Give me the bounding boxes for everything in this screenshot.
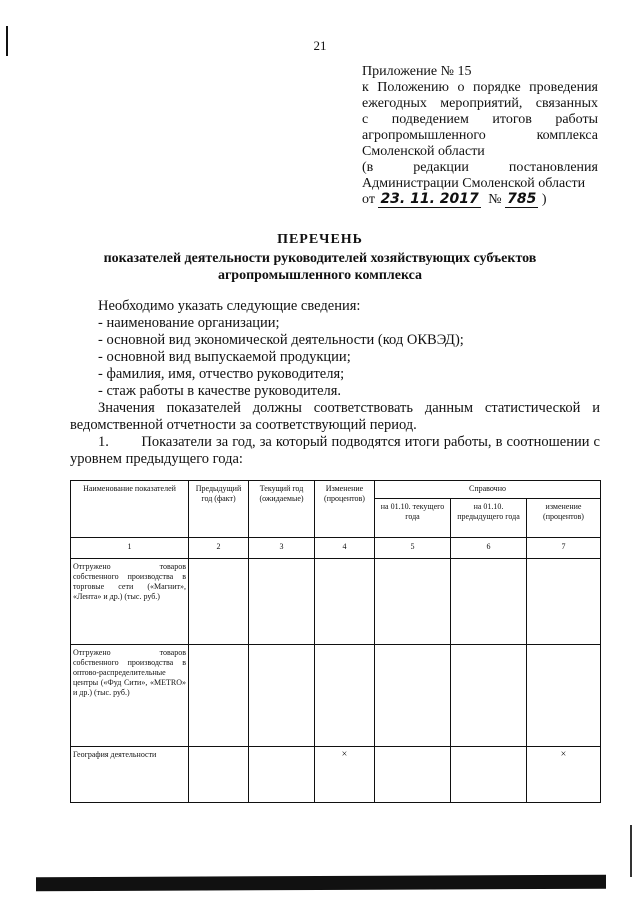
table-cell bbox=[189, 559, 249, 645]
handwritten-date: 23. 11. 2017 bbox=[380, 191, 479, 207]
scan-edge-mark-right bbox=[630, 825, 632, 877]
table-cell bbox=[527, 559, 601, 645]
document-title: ПЕРЕЧЕНЬ bbox=[277, 232, 363, 247]
table-cell bbox=[189, 644, 249, 747]
table-cell bbox=[375, 747, 451, 803]
table-cell bbox=[375, 559, 451, 645]
table-cell bbox=[189, 747, 249, 803]
header-reference: Справочно bbox=[375, 481, 601, 499]
appendix-line: ежегодных мероприятий, связанных bbox=[362, 96, 598, 111]
appendix-line: к Положению о порядке проведения bbox=[362, 80, 598, 95]
appendix-header bbox=[362, 64, 598, 208]
resolution-date-line bbox=[362, 192, 598, 208]
table-cell bbox=[451, 559, 527, 645]
table-cell: × bbox=[315, 747, 375, 803]
header-current-year: Текущий год (ожидаемые) bbox=[249, 481, 315, 538]
header-change: Изменение (процентов) bbox=[315, 481, 375, 538]
table-cell: × bbox=[527, 747, 601, 803]
intro-item: - фамилия, имя, отчество руководителя; bbox=[98, 366, 345, 382]
column-number: 6 bbox=[451, 537, 527, 558]
table-cell bbox=[451, 747, 527, 803]
table-cell bbox=[315, 559, 375, 645]
indicators-table bbox=[70, 480, 601, 803]
column-number: 3 bbox=[249, 537, 315, 558]
appendix-line: Приложение № 15 bbox=[362, 64, 472, 79]
intro-lead: Необходимо указать следующие сведения: bbox=[98, 298, 361, 314]
page-number: 21 bbox=[313, 38, 327, 53]
scan-bottom-border bbox=[36, 875, 606, 891]
table-row bbox=[71, 644, 601, 747]
intro-point-1: 1. Показатели за год, за который подводятся итоги работы, в соотношении с уровнем предыдущего года: bbox=[70, 434, 604, 467]
column-number-row bbox=[71, 537, 601, 558]
intro-item: - стаж работы в качестве руководителя. bbox=[98, 383, 342, 399]
appendix-line: Смоленской области bbox=[362, 144, 485, 159]
table-cell bbox=[249, 747, 315, 803]
column-number: 2 bbox=[189, 537, 249, 558]
column-number: 1 bbox=[71, 537, 189, 558]
from-label: от bbox=[362, 192, 375, 207]
header-name: Наименование показателей bbox=[71, 481, 189, 538]
table-cell bbox=[451, 644, 527, 747]
table-cell bbox=[375, 644, 451, 747]
closing-paren: ) bbox=[541, 192, 547, 207]
row-name: Отгружено товаров собственного производства в торговые сети («Магнит», «Лента» и др.) (тыс. руб.) bbox=[71, 559, 189, 645]
appendix-line: Администрации Смоленской области bbox=[362, 176, 586, 191]
appendix-line: с подведением итогов работы bbox=[362, 112, 598, 127]
intro-text bbox=[70, 298, 604, 468]
table-cell bbox=[527, 644, 601, 747]
column-number: 5 bbox=[375, 537, 451, 558]
row-name: География деятельности bbox=[71, 747, 189, 803]
row-name: Отгружено товаров собственного производства в оптово-распределительные центры («Фуд Сити», «METRO» и др.) (тыс. руб.) bbox=[71, 644, 189, 747]
appendix-line: (в редакции постановления bbox=[362, 160, 598, 175]
intro-item: - наименование организации; bbox=[98, 315, 280, 331]
column-number: 4 bbox=[315, 537, 375, 558]
table-row bbox=[71, 559, 601, 645]
handwritten-number: 785 bbox=[507, 191, 537, 207]
appendix-line: агропромышленного комплекса bbox=[362, 128, 598, 143]
header-ref-current: на 01.10. текущего года bbox=[375, 499, 451, 538]
intro-item: - основной вид экономической деятельности (код ОКВЭД); bbox=[98, 332, 464, 348]
header-prev-year: Предыдущий год (факт) bbox=[189, 481, 249, 538]
document-subtitle: показателей деятельности руководителей хозяйствующих субъектов агропромышленного комплекса bbox=[103, 251, 537, 283]
column-number: 7 bbox=[527, 537, 601, 558]
table-cell bbox=[249, 559, 315, 645]
number-label: № bbox=[488, 192, 502, 207]
header-ref-change: изменение (процентов) bbox=[527, 499, 601, 538]
table-cell bbox=[249, 644, 315, 747]
table-cell bbox=[315, 644, 375, 747]
table-row bbox=[71, 747, 601, 803]
header-ref-prev: на 01.10. предыдущего года bbox=[451, 499, 527, 538]
intro-item: - основной вид выпускаемой продукции; bbox=[98, 349, 351, 365]
intro-note: Значения показателей должны соответствовать данным статистической и ведомственной отчетности за соответствующий период. bbox=[70, 400, 600, 433]
